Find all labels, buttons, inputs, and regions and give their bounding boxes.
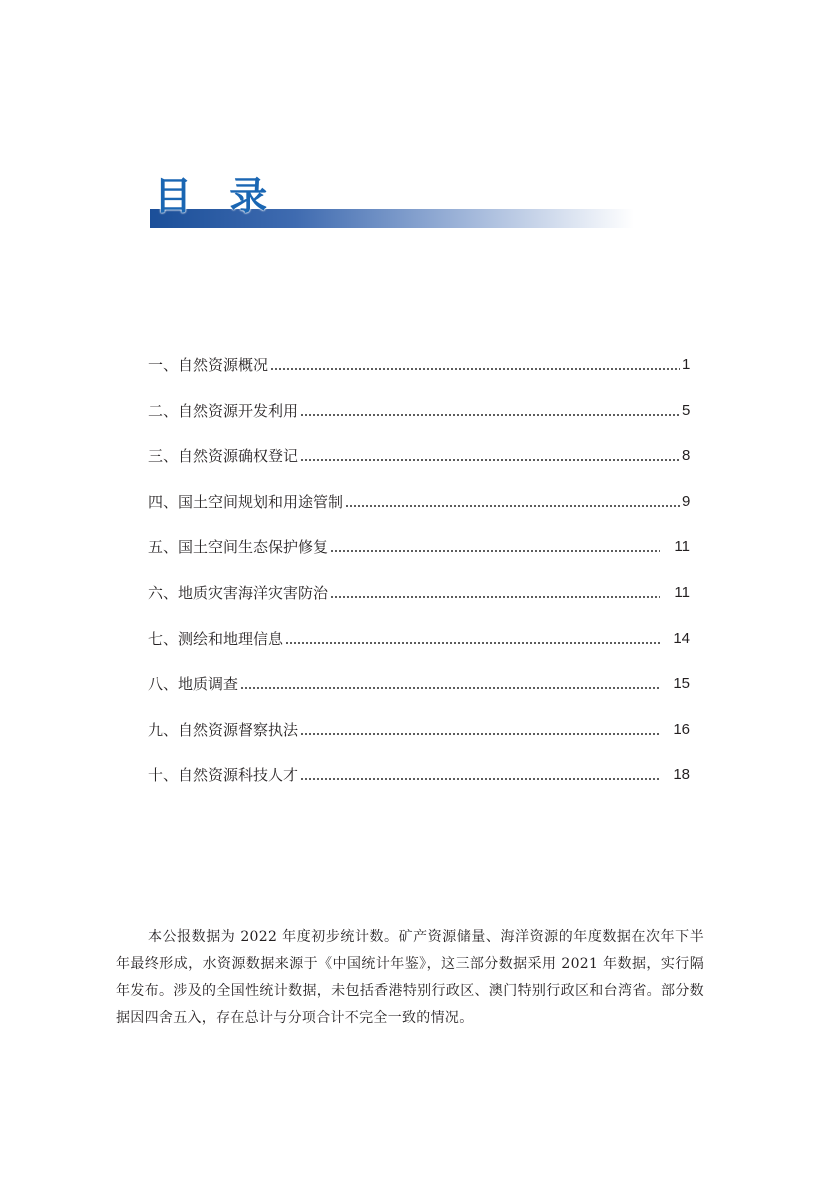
- toc-entry-label: 一、自然资源概况: [148, 356, 269, 374]
- toc-entry[interactable]: [148, 487, 690, 533]
- toc-dot-leader: [300, 715, 660, 745]
- table-of-contents: [148, 350, 690, 806]
- toc-entry-label: 三、自然资源确权登记: [148, 447, 299, 466]
- toc-dot-leader: [240, 669, 660, 699]
- toc-entry-page: 16: [673, 720, 690, 738]
- toc-entry[interactable]: [148, 441, 690, 487]
- toc-dot-leader: [270, 350, 680, 380]
- toc-entry[interactable]: [148, 624, 690, 670]
- toc-dot-leader: [330, 578, 660, 608]
- toc-entry-page: 8: [682, 447, 691, 465]
- toc-entry[interactable]: [148, 350, 690, 396]
- toc-dot-leader: [300, 441, 680, 471]
- toc-dot-leader: [300, 760, 660, 790]
- toc-entry-page: 9: [682, 492, 691, 510]
- toc-title-block: [150, 172, 634, 230]
- toc-entry-page: 11: [674, 583, 690, 601]
- toc-entry-page: 1: [682, 356, 691, 373]
- toc-entry-page: 11: [674, 538, 690, 556]
- toc-entry-page: 5: [682, 401, 691, 419]
- toc-entry-label: 八、地质调查: [148, 675, 239, 694]
- toc-entry-label: 二、自然资源开发利用: [148, 401, 299, 420]
- toc-entry-page: 15: [673, 675, 690, 693]
- toc-entry-label: 七、测绘和地理信息: [148, 629, 284, 648]
- toc-entry-page: 18: [673, 766, 690, 784]
- toc-entry-label: 四、国土空间规划和用途管制: [148, 492, 344, 511]
- toc-dot-leader: [330, 532, 660, 562]
- page-title: 目 录: [154, 174, 280, 218]
- toc-entry[interactable]: [148, 760, 690, 806]
- toc-entry-label: 六、地质灾害海洋灾害防治: [148, 583, 329, 602]
- toc-entry[interactable]: [148, 669, 690, 715]
- data-note-paragraph: 本公报数据为 2022 年度初步统计数。矿产资源储量、海洋资源的年度数据在次年下半年最终形成，水资源数据来源于《中国统计年鉴》，这三部分数据采用 2021 年数据，实行隔年发布。涉及的全国性统计数据，未包括香港特别行政区、澳门特别行政区和台湾省。部分数据因四舍五入，存在总计与分项合计不完全一致的情况。: [116, 929, 704, 1026]
- toc-entry[interactable]: [148, 532, 690, 578]
- toc-entry-label: 五、国土空间生态保护修复: [148, 538, 329, 557]
- toc-dot-leader: [345, 487, 680, 517]
- toc-dot-leader: [285, 624, 660, 654]
- toc-entry-page: 14: [673, 629, 690, 647]
- toc-entry-label: 十、自然资源科技人才: [148, 766, 299, 785]
- toc-entry[interactable]: [148, 578, 690, 624]
- toc-entry[interactable]: [148, 715, 690, 761]
- toc-entry-label: 九、自然资源督察执法: [148, 720, 299, 739]
- toc-entry[interactable]: [148, 396, 690, 442]
- toc-dot-leader: [300, 396, 680, 426]
